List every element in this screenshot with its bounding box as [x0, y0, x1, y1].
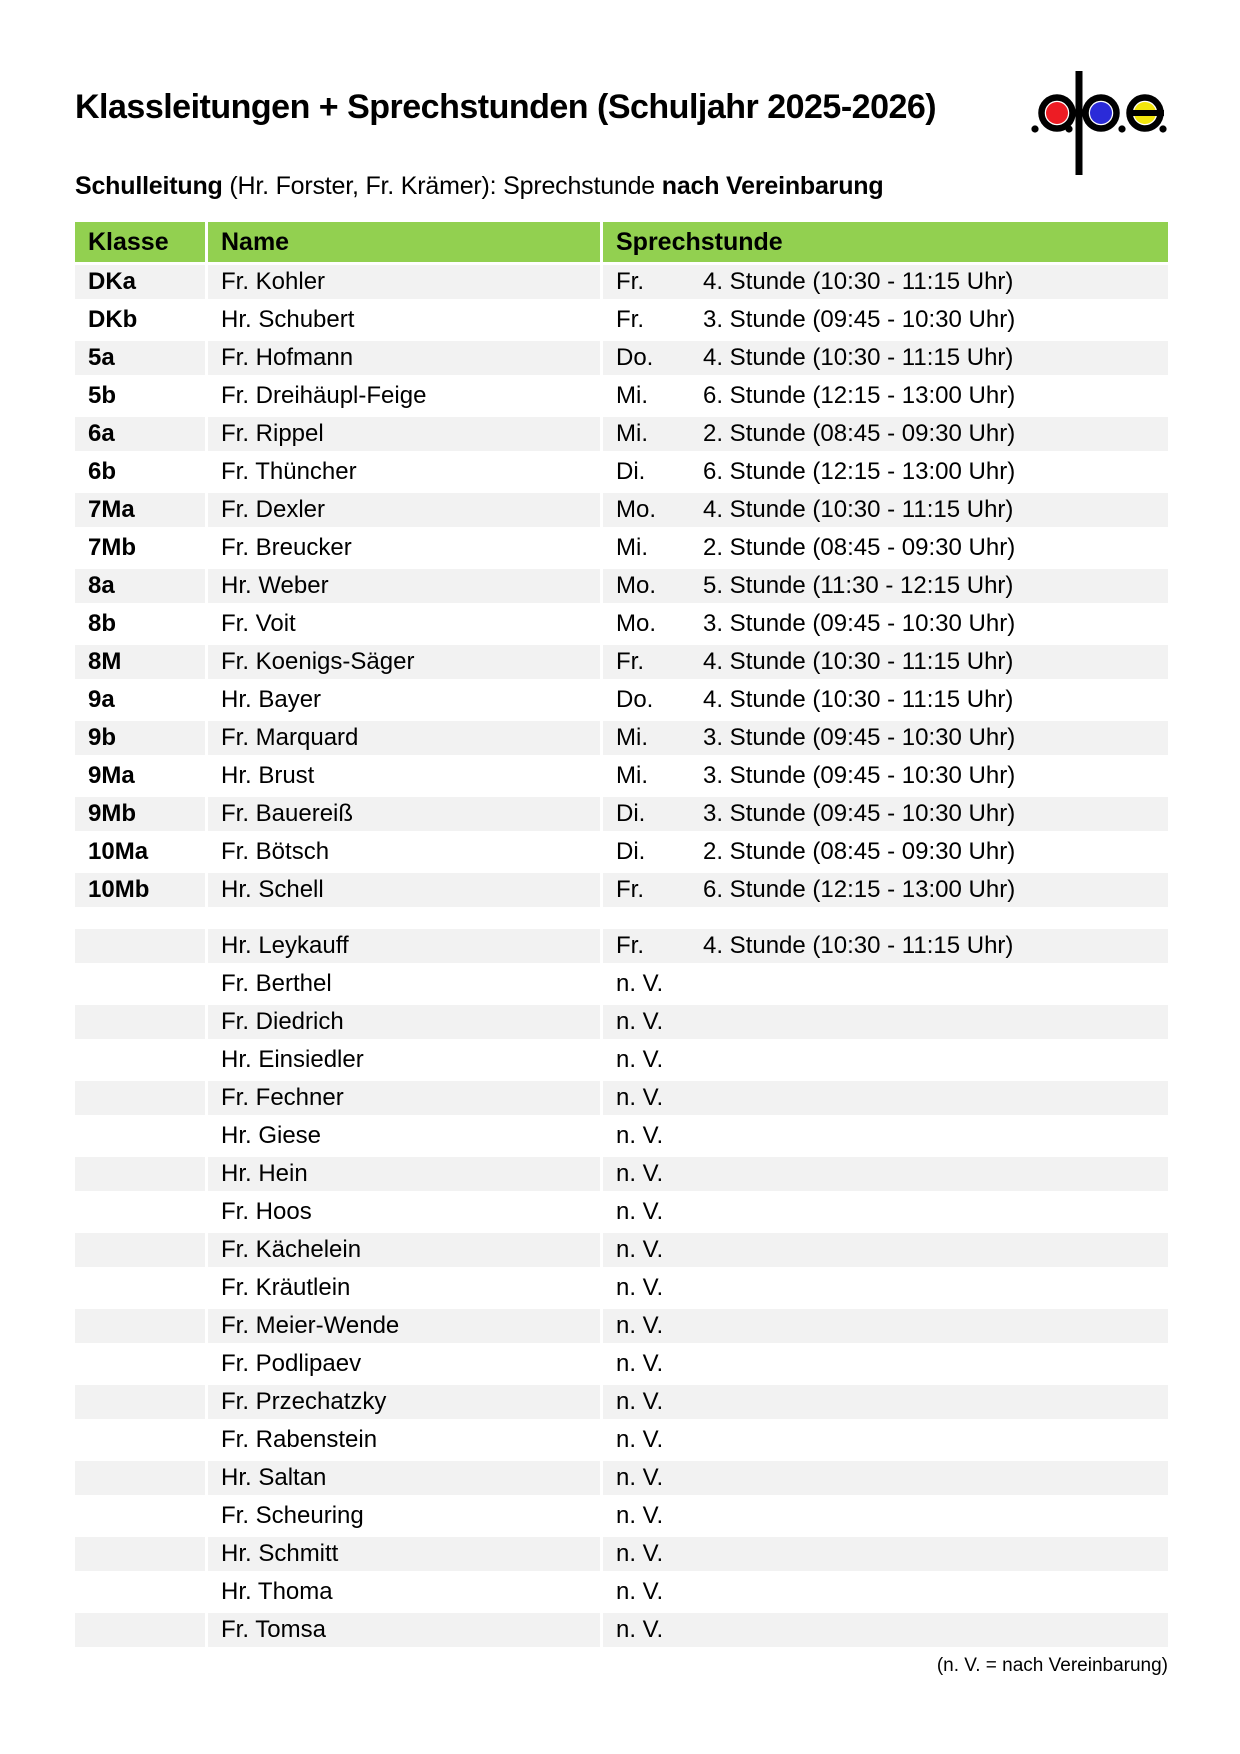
name-cell: Hr. Bayer	[208, 683, 600, 717]
sprechstunde-cell	[603, 531, 1168, 565]
name-cell: Fr. Hoos	[208, 1195, 600, 1229]
table-row	[75, 1195, 1168, 1229]
name-cell: Fr. Scheuring	[208, 1499, 600, 1533]
day-label: n. V.	[616, 1426, 664, 1453]
sprechstunde-cell	[603, 379, 1168, 413]
table-row	[75, 645, 1168, 679]
name-cell: Fr. Tomsa	[208, 1613, 600, 1647]
klasse-cell: 8a	[75, 569, 205, 603]
subtitle	[75, 172, 1168, 200]
table-row	[75, 1461, 1168, 1495]
day-label: Mo.	[616, 572, 657, 599]
klasse-cell	[75, 1043, 205, 1077]
logo-dot	[1118, 125, 1125, 132]
table-section-weitere-lehrkraefte	[75, 929, 1168, 1647]
time-label	[703, 1347, 1168, 1381]
name-cell: Fr. Kächelein	[208, 1233, 600, 1267]
sprechstunde-cell	[603, 303, 1168, 337]
time-label: 3. Stunde (09:45 - 10:30 Uhr)	[703, 762, 1016, 789]
day-label: Mo.	[616, 496, 657, 523]
footnote: (n. V. = nach Vereinbarung)	[936, 1655, 1168, 1676]
time-label	[703, 1195, 1168, 1229]
sprechstunde-cell	[603, 721, 1168, 755]
sprechstunde-cell	[603, 835, 1168, 869]
name-cell: Fr. Voit	[208, 607, 600, 641]
sprechstunde-cell	[603, 967, 1168, 1001]
table-row	[75, 417, 1168, 451]
day-label: Mi.	[616, 420, 648, 447]
sprechstunde-cell	[603, 645, 1168, 679]
name-cell: Hr. Saltan	[208, 1461, 600, 1495]
klasse-cell	[75, 1385, 205, 1419]
sprechstunde-cell	[603, 1081, 1168, 1115]
table-row	[75, 1385, 1168, 1419]
table-row	[75, 265, 1168, 299]
day-label: n. V.	[616, 1312, 664, 1339]
time-label	[703, 1309, 1168, 1343]
table-row	[75, 455, 1168, 489]
time-label: 2. Stunde (08:45 - 09:30 Uhr)	[703, 838, 1016, 865]
time-label	[703, 967, 1168, 1001]
klasse-cell	[75, 1119, 205, 1153]
klasse-cell: 9Ma	[75, 759, 205, 793]
logo-d-fill	[1046, 102, 1068, 124]
sprechstunde-cell	[603, 873, 1168, 907]
time-label: 4. Stunde (10:30 - 11:15 Uhr)	[703, 932, 1014, 959]
day-label: Fr.	[616, 648, 644, 675]
day-label: n. V.	[616, 1160, 664, 1187]
klasse-cell	[75, 1347, 205, 1381]
klasse-cell: 7Mb	[75, 531, 205, 565]
klasse-cell	[75, 1195, 205, 1229]
klasse-cell: 9Mb	[75, 797, 205, 831]
klasse-cell: DKa	[75, 265, 205, 299]
sprechstunde-cell	[603, 607, 1168, 641]
klasse-cell	[75, 967, 205, 1001]
table-row	[75, 1119, 1168, 1153]
header-klasse: Klasse	[75, 222, 205, 262]
day-label: n. V.	[616, 1008, 664, 1035]
day-label: Fr.	[616, 932, 644, 959]
table-row	[75, 303, 1168, 337]
table-row	[75, 341, 1168, 375]
name-cell: Fr. Koenigs-Säger	[208, 645, 600, 679]
sprechstunde-cell	[603, 1195, 1168, 1229]
name-cell: Hr. Thoma	[208, 1575, 600, 1609]
time-label	[703, 1461, 1168, 1495]
time-label	[703, 1043, 1168, 1077]
sprechstunde-cell	[603, 1575, 1168, 1609]
dpe-school-logo	[1030, 70, 1168, 176]
day-label: n. V.	[616, 1502, 664, 1529]
time-label: 6. Stunde (12:15 - 13:00 Uhr)	[703, 458, 1016, 485]
table-row	[75, 1613, 1168, 1647]
name-cell: Hr. Leykauff	[208, 929, 600, 963]
name-cell: Hr. Schell	[208, 873, 600, 907]
sprechstunde-cell	[603, 1385, 1168, 1419]
day-label: n. V.	[616, 1084, 664, 1111]
logo-dot	[1031, 125, 1038, 132]
header-sprechstunde: Sprechstunde	[603, 222, 1168, 262]
table-row	[75, 1271, 1168, 1305]
time-label	[703, 1081, 1168, 1115]
table-header-row	[75, 222, 1168, 262]
name-cell: Fr. Podlipaev	[208, 1347, 600, 1381]
klasse-cell	[75, 1575, 205, 1609]
klasse-cell	[75, 929, 205, 963]
table-row	[75, 1081, 1168, 1115]
name-cell: Hr. Giese	[208, 1119, 600, 1153]
time-label	[703, 1385, 1168, 1419]
sprechstunde-cell	[603, 1537, 1168, 1571]
header-name: Name	[208, 222, 600, 262]
time-label: 4. Stunde (10:30 - 11:15 Uhr)	[703, 344, 1014, 371]
name-cell: Fr. Przechatzky	[208, 1385, 600, 1419]
day-label: Fr.	[616, 306, 644, 333]
sprechstunde-cell	[603, 493, 1168, 527]
klasse-cell	[75, 1233, 205, 1267]
day-label: n. V.	[616, 1578, 664, 1605]
time-label	[703, 1271, 1168, 1305]
table-row	[75, 1005, 1168, 1039]
klasse-cell	[75, 1537, 205, 1571]
subtitle-emphasis: nach Vereinbarung	[661, 172, 884, 200]
page-title: Klassleitungen + Sprechstunden (Schuljahr 2025-2026)	[75, 88, 937, 126]
table-row	[75, 531, 1168, 565]
day-label: Do.	[616, 344, 654, 371]
klasse-cell	[75, 1309, 205, 1343]
name-cell: Fr. Marquard	[208, 721, 600, 755]
time-label	[703, 1423, 1168, 1457]
time-label	[703, 1499, 1168, 1533]
day-label: n. V.	[616, 1236, 664, 1263]
document-header	[75, 70, 1168, 166]
klasse-cell: 6b	[75, 455, 205, 489]
name-cell: Hr. Schubert	[208, 303, 600, 337]
name-cell: Hr. Weber	[208, 569, 600, 603]
sprechstunde-cell	[603, 683, 1168, 717]
sprechstunde-cell	[603, 1233, 1168, 1267]
sprechstunde-cell	[603, 929, 1168, 963]
table-row	[75, 1043, 1168, 1077]
section-gap	[75, 911, 1168, 929]
table-row	[75, 1575, 1168, 1609]
table-section-klassen	[75, 265, 1168, 907]
sprechstunde-cell	[603, 569, 1168, 603]
day-label: Fr.	[616, 876, 644, 903]
day-label: n. V.	[616, 1464, 664, 1491]
sprechstunde-cell	[603, 341, 1168, 375]
time-label	[703, 1119, 1168, 1153]
klasse-cell: DKb	[75, 303, 205, 337]
table-row	[75, 607, 1168, 641]
name-cell: Fr. Diedrich	[208, 1005, 600, 1039]
table-row	[75, 683, 1168, 717]
name-cell: Hr. Schmitt	[208, 1537, 600, 1571]
sprechstunde-cell	[603, 797, 1168, 831]
name-cell: Fr. Bötsch	[208, 835, 600, 869]
table-row	[75, 721, 1168, 755]
day-label: Di.	[616, 800, 646, 827]
table-row	[75, 797, 1168, 831]
sprechstunde-cell	[603, 759, 1168, 793]
klasse-cell: 10Mb	[75, 873, 205, 907]
subtitle-schulleitung: Schulleitung	[75, 172, 223, 200]
table-row	[75, 493, 1168, 527]
day-label: Di.	[616, 458, 646, 485]
name-cell: Fr. Meier-Wende	[208, 1309, 600, 1343]
name-cell: Hr. Hein	[208, 1157, 600, 1191]
klasse-cell	[75, 1613, 205, 1647]
day-label: Mi.	[616, 724, 648, 751]
time-label: 6. Stunde (12:15 - 13:00 Uhr)	[703, 382, 1016, 409]
table-row	[75, 1233, 1168, 1267]
day-label: n. V.	[616, 1046, 664, 1073]
logo-e-bar	[1129, 110, 1164, 116]
klasse-cell: 9a	[75, 683, 205, 717]
table-row	[75, 1347, 1168, 1381]
sprechstunde-cell	[603, 1347, 1168, 1381]
klasse-cell	[75, 1423, 205, 1457]
sprechstunde-cell	[603, 1271, 1168, 1305]
name-cell: Fr. Berthel	[208, 967, 600, 1001]
time-label: 2. Stunde (08:45 - 09:30 Uhr)	[703, 534, 1016, 561]
time-label: 4. Stunde (10:30 - 11:15 Uhr)	[703, 268, 1014, 295]
klasse-cell: 8b	[75, 607, 205, 641]
time-label: 3. Stunde (09:45 - 10:30 Uhr)	[703, 306, 1016, 333]
name-cell: Fr. Thüncher	[208, 455, 600, 489]
sprechstunde-cell	[603, 417, 1168, 451]
table-row	[75, 379, 1168, 413]
table-row	[75, 569, 1168, 603]
klasse-cell: 7Ma	[75, 493, 205, 527]
table-row	[75, 1423, 1168, 1457]
table-row	[75, 1309, 1168, 1343]
klasse-cell: 5a	[75, 341, 205, 375]
table-row	[75, 1157, 1168, 1191]
table-row	[75, 759, 1168, 793]
time-label	[703, 1613, 1168, 1647]
sprechstunde-cell	[603, 455, 1168, 489]
table-row	[75, 1499, 1168, 1533]
name-cell: Hr. Brust	[208, 759, 600, 793]
sprechstunde-cell	[603, 265, 1168, 299]
table-row	[75, 967, 1168, 1001]
logo-dot	[1159, 125, 1166, 132]
day-label: n. V.	[616, 1198, 664, 1225]
logo-p-fill	[1090, 102, 1112, 124]
day-label: n. V.	[616, 1616, 664, 1643]
day-label: n. V.	[616, 1388, 664, 1415]
time-label: 3. Stunde (09:45 - 10:30 Uhr)	[703, 610, 1016, 637]
klasse-cell: 5b	[75, 379, 205, 413]
sprechstunde-cell	[603, 1309, 1168, 1343]
klasse-cell	[75, 1499, 205, 1533]
klasse-cell	[75, 1271, 205, 1305]
day-label: n. V.	[616, 970, 664, 997]
name-cell: Fr. Dreihäupl-Feige	[208, 379, 600, 413]
sprechstunde-cell	[603, 1461, 1168, 1495]
name-cell: Fr. Dexler	[208, 493, 600, 527]
time-label: 4. Stunde (10:30 - 11:15 Uhr)	[703, 496, 1014, 523]
day-label: n. V.	[616, 1540, 664, 1567]
logo-bar	[1076, 71, 1083, 175]
time-label: 6. Stunde (12:15 - 13:00 Uhr)	[703, 876, 1016, 903]
klasse-cell	[75, 1461, 205, 1495]
time-label: 3. Stunde (09:45 - 10:30 Uhr)	[703, 724, 1016, 751]
sprechstunde-cell	[603, 1005, 1168, 1039]
sprechstunden-table	[75, 222, 1168, 1647]
day-label: Do.	[616, 686, 654, 713]
name-cell: Fr. Rabenstein	[208, 1423, 600, 1457]
time-label: 5. Stunde (11:30 - 12:15 Uhr)	[703, 572, 1014, 599]
day-label: Di.	[616, 838, 646, 865]
time-label: 4. Stunde (10:30 - 11:15 Uhr)	[703, 686, 1014, 713]
day-label: n. V.	[616, 1350, 664, 1377]
name-cell: Fr. Bauereiß	[208, 797, 600, 831]
table-row	[75, 929, 1168, 963]
sprechstunde-cell	[603, 1157, 1168, 1191]
name-cell: Fr. Rippel	[208, 417, 600, 451]
name-cell: Fr. Fechner	[208, 1081, 600, 1115]
day-label: Mi.	[616, 534, 648, 561]
time-label: 4. Stunde (10:30 - 11:15 Uhr)	[703, 648, 1014, 675]
name-cell: Fr. Kräutlein	[208, 1271, 600, 1305]
time-label	[703, 1575, 1168, 1609]
time-label: 2. Stunde (08:45 - 09:30 Uhr)	[703, 420, 1016, 447]
name-cell: Fr. Kohler	[208, 265, 600, 299]
time-label	[703, 1005, 1168, 1039]
name-cell: Fr. Breucker	[208, 531, 600, 565]
klasse-cell	[75, 1081, 205, 1115]
time-label	[703, 1157, 1168, 1191]
name-cell: Hr. Einsiedler	[208, 1043, 600, 1077]
klasse-cell: 9b	[75, 721, 205, 755]
table-row	[75, 835, 1168, 869]
time-label	[703, 1233, 1168, 1267]
sprechstunde-cell	[603, 1043, 1168, 1077]
sprechstunde-cell	[603, 1119, 1168, 1153]
klasse-cell	[75, 1005, 205, 1039]
klasse-cell: 10Ma	[75, 835, 205, 869]
logo-dot	[1065, 125, 1072, 132]
sprechstunde-cell	[603, 1423, 1168, 1457]
time-label	[703, 1537, 1168, 1571]
day-label: n. V.	[616, 1274, 664, 1301]
klasse-cell: 8M	[75, 645, 205, 679]
day-label: Mi.	[616, 762, 648, 789]
sprechstunde-cell	[603, 1499, 1168, 1533]
day-label: n. V.	[616, 1122, 664, 1149]
sprechstunde-cell	[603, 1613, 1168, 1647]
day-label: Fr.	[616, 268, 644, 295]
subtitle-middle: (Hr. Forster, Fr. Krämer): Sprechstunde	[222, 172, 662, 200]
day-label: Mi.	[616, 382, 648, 409]
time-label: 3. Stunde (09:45 - 10:30 Uhr)	[703, 800, 1016, 827]
day-label: Mo.	[616, 610, 657, 637]
table-row	[75, 873, 1168, 907]
klasse-cell	[75, 1157, 205, 1191]
name-cell: Fr. Hofmann	[208, 341, 600, 375]
klasse-cell: 6a	[75, 417, 205, 451]
table-row	[75, 1537, 1168, 1571]
